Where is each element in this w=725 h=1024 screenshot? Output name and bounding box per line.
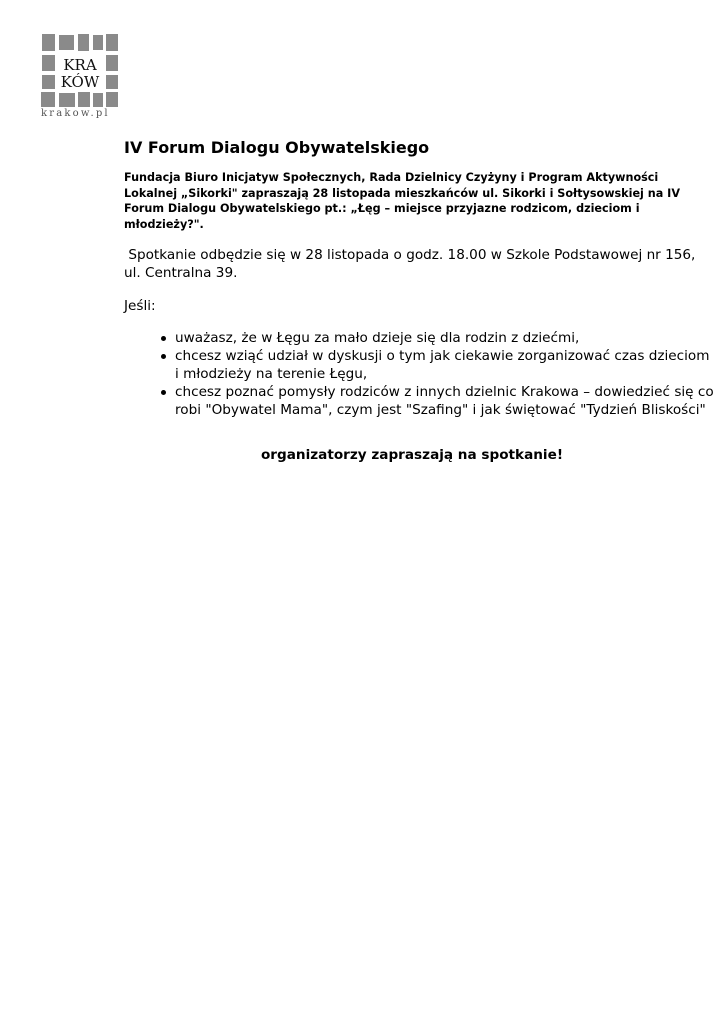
- list-item: chcesz poznać pomysły rodziców z innych dzielnic Krakowa – dowiedzieć się co robi "Obywatel Mama", czym jest "Szafing" i jak świętować "Tydzień Bliskości": [124, 383, 714, 419]
- closing-invitation: organizatorzy zapraszają na spotkanie!: [260, 447, 564, 463]
- reasons-list: [124, 329, 714, 419]
- if-label: Jeśli:: [124, 298, 156, 314]
- logo-text-top: KRA: [63, 56, 97, 74]
- article-title: IV Forum Dialogu Obywatelskiego: [124, 138, 430, 157]
- article-intro: Fundacja Biuro Inicjatyw Społecznych, Rada Dzielnicy Czyżyny i Program Aktywności Lokalnej „Sikorki" zapraszają 28 listopada mieszkańców ul. Sikorki i Sołtysowskiej na IV Forum Dialogu Obywatelskiego pt.: „Łęg – miejsce przyjazne rodzicom, dzieciom i młodzieży?".: [124, 171, 681, 231]
- list-item: uważasz, że w Łęgu za mało dzieje się dla rodzin z dziećmi,: [124, 329, 714, 347]
- list-item: chcesz wziąć udział w dyskusji o tym jak ciekawie zorganizować czas dzieciom i młodzieży na terenie Łęgu,: [124, 347, 714, 383]
- article: [124, 138, 714, 463]
- logo-caption: krakow.pl: [41, 108, 110, 119]
- krakow-logo: [38, 32, 120, 124]
- logo-text-bottom: KÓW: [60, 73, 100, 91]
- krakow-logo-mark: [38, 32, 120, 110]
- meeting-details: Spotkanie odbędzie się w 28 listopada o godz. 18.00 w Szkole Podstawowej nr 156, ul. Centralna 39.: [124, 247, 700, 281]
